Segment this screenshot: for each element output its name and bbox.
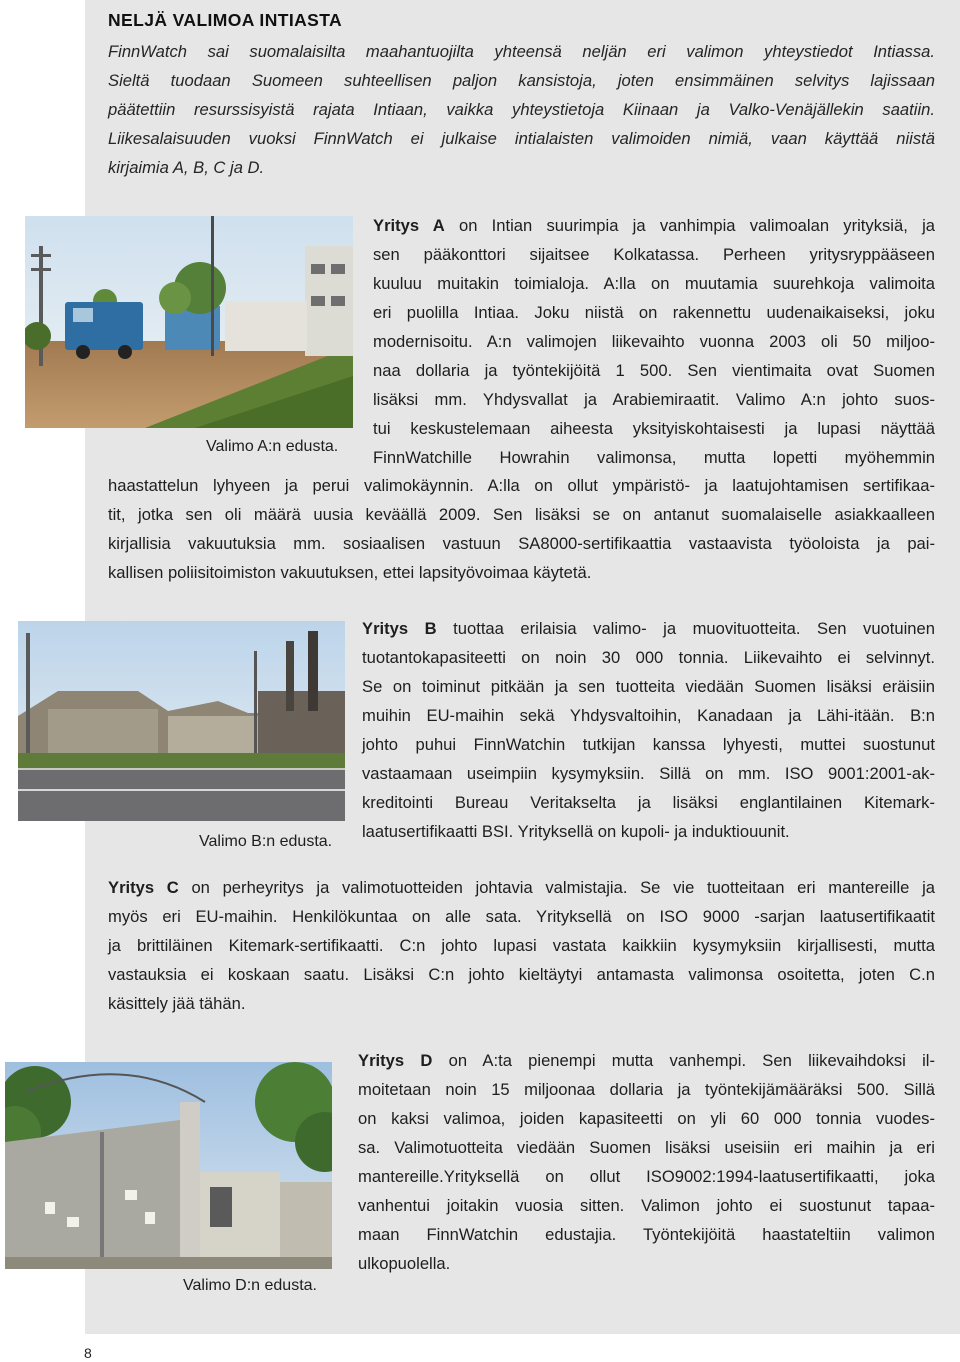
text-line: sen pääkonttori sijaitsee Kolkatassa. Perheen yritysryppääseen [373, 245, 935, 264]
caption-foundry-a: Valimo A:n edusta. [206, 438, 339, 455]
text-line: mantereille.Yrityksellä on ollut ISO9002:1994-laatusertifikaatti, joka [358, 1167, 935, 1186]
text-line: vanhentui joitakin vuosia sitten. Valimon johto ei suostunut tapaa- [358, 1196, 935, 1215]
intro-line: Liikesalaisuuden vuoksi FinnWatch ei julkaise intialaisten valimoiden nimiä, vaan käyttää niistä [108, 129, 935, 148]
text-line: maan FinnWatchin edustajia. Työntekijöitä haastateltiin valimon [358, 1225, 935, 1244]
text-line: lisäksi mm. Yhdysvallat ja Arabiemiraatit. Valimo A:n johto suos- [373, 390, 935, 409]
company-c-name: Yritys C [108, 878, 179, 897]
text-line: kallisen poliisitoimiston vakuutuksen, ettei lapsityövoimaa käytetä. [108, 563, 592, 582]
company-a-name: Yritys A [373, 216, 445, 235]
text-line: muihin EU-maihin sekä Yhdysvaltoihin, Kanadaan ja Lähi-itään. B:n [362, 706, 935, 725]
text-line: kuuluu muitakin toimialoja. A:lla on muutamia suurehkoja valimoita [373, 274, 935, 293]
text-line: eri puolilla Intiaa. Joku niistä on rakennettu uudenaikaiseksi, joku [373, 303, 935, 322]
text-line: kreditointi Bureau Veritakselta ja lisäksi englantilainen Kitemark- [362, 793, 935, 812]
caption-foundry-d: Valimo D:n edusta. [183, 1277, 317, 1294]
text-line: on kaksi valimoa, joiden kapasiteetti on yli 60 000 tonnia vuodes- [358, 1109, 935, 1128]
company-b-paragraph [362, 614, 935, 846]
text-line: ulkopuolella. [358, 1254, 451, 1273]
company-a-paragraph [373, 211, 935, 472]
intro-line: kirjaimia A, B, C ja D. [108, 158, 265, 177]
text-line: naa dollaria ja työntekijöitä 1 500. Sen vientimaita ovat Suomen [373, 361, 935, 380]
text-line: ja brittiläinen Kitemark-sertifikaatti. C:n johto lupasi vastata kaikkiin kysymyksiin kirjallisesti, mutta [108, 936, 935, 955]
company-d-paragraph [358, 1046, 935, 1278]
intro-line: FinnWatch sai suomalaisilta maahantuojilta yhteensä neljän eri valimon yhteystiedot Intiassa. [108, 42, 935, 61]
text-line: käsittely jää tähän. [108, 994, 246, 1013]
company-b-name: Yritys B [362, 619, 437, 638]
text-line: Yritys A on Intian suurimpia ja vanhimpia valimoalan yrityksiä, ja [373, 216, 935, 235]
section-heading: NELJÄ VALIMOA INTIASTA [108, 10, 343, 30]
text-line: FinnWatchille Howrahin valimonsa, mutta lopetti myöhemmin [373, 448, 935, 467]
company-d-name: Yritys D [358, 1051, 433, 1070]
company-a-continued [108, 471, 935, 587]
text-line: modernisoitu. A:n valimojen liikevaihto vuonna 2003 oli 50 miljoo- [373, 332, 935, 351]
text-line: myös eri EU-maihin. Henkilökuntaa on alle sata. Yrityksellä on ISO 9000 -sarjan laatusertifikaatit [108, 907, 935, 926]
text-line: Yritys C on perheyritys ja valimotuotteiden johtavia valmistajia. Se vie tuotteitaan eri mantereille ja [108, 878, 935, 897]
text-line: haastattelun lyhyeen ja perui valimokäynnin. A:lla on ollut ympäristö- ja laatujohtamisen sertifikaa- [108, 476, 935, 495]
photo-foundry-b [18, 621, 345, 821]
text-line: Yritys B tuottaa erilaisia valimo- ja muovituotteita. Sen vuotuinen [362, 619, 935, 638]
text-line: johto puhui FinnWatchin tutkijan kanssa lyhyesti, muttei suostunut [362, 735, 935, 754]
intro-paragraph [108, 37, 935, 182]
text-line: laatusertifikaatti BSI. Yrityksellä on kupoli- ja induktiouunit. [362, 822, 790, 841]
text-line: Se on toiminut pitkään ja sen tuotteita viedään Suomen lisäksi eräisiin [362, 677, 935, 696]
intro-line: päätettiin resurssisyistä rajata Intiaan, vaikka yhteystietoja Kiinaan ja Valko-Venäjällekin saatiin. [108, 100, 935, 119]
photo-foundry-a [25, 216, 353, 428]
caption-foundry-b: Valimo B:n edusta. [199, 833, 333, 850]
page-number: 8 [84, 1345, 92, 1361]
intro-line: Sieltä tuodaan Suomeen suhteellisen paljon kansistoja, joten ensimmäinen selvitys lajissaan [108, 71, 935, 90]
text-line: vastauksia ei koskaan saatu. Lisäksi C:n johto kieltäytyi antamasta valimonsa osoitetta, joten C.n [108, 965, 935, 984]
text-line: kirjallisia vakuutuksia mm. sosiaalisen vastuun SA8000-sertifikaattia vastaavista työoloista ja pai- [108, 534, 935, 553]
text-line: Yritys D on A:ta pienempi mutta vanhempi. Sen liikevaihdoksi il- [358, 1051, 935, 1070]
text-line: sa. Valimotuotteita viedään Suomen lisäksi useisiin eri maihin ja eri [358, 1138, 935, 1157]
text-line: tuotantokapasiteetti on noin 30 000 tonnia. Liikevaihto ei selvinnyt. [362, 648, 935, 667]
text-line: tit, jotka sen oli määrä uusia keväällä 2009. Sen lisäksi se on antanut suomalaiselle asiakkaalleen [108, 505, 935, 524]
text-line: moitetaan noin 15 miljoonaa dollaria ja työntekijämääräksi 500. Sillä [358, 1080, 935, 1099]
company-c-paragraph [108, 873, 935, 1018]
text-line: tui keskustelemaan aiheesta yksityiskohtaisesti ja lupasi näyttää [373, 419, 935, 438]
text-line: vastaamaan useimpiin kysymyksiin. Sillä on mm. ISO 9001:2001-ak- [362, 764, 935, 783]
photo-foundry-d [5, 1062, 332, 1269]
